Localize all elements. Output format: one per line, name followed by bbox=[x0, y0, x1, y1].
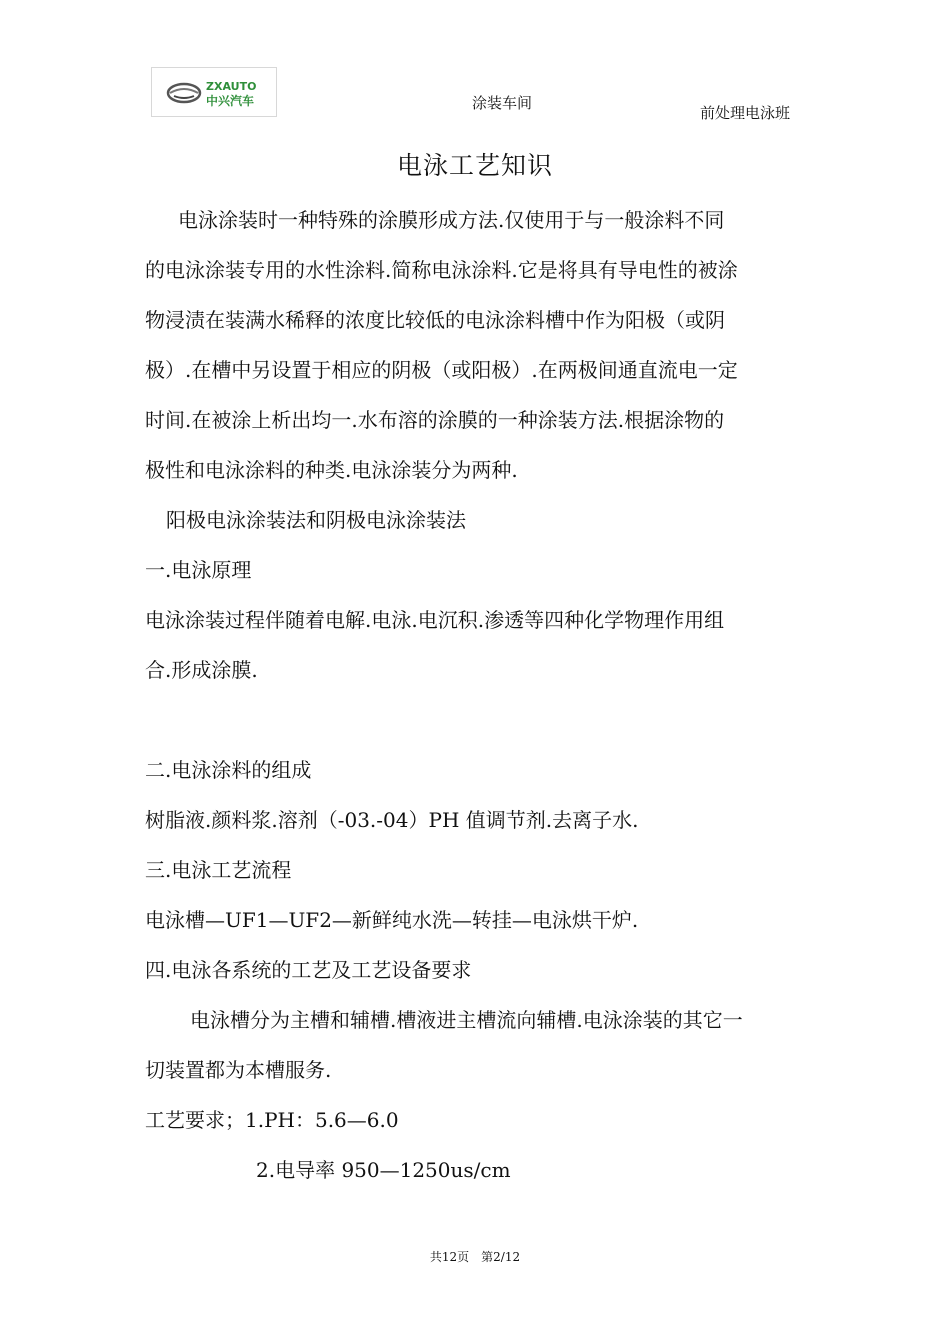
section-heading: 四.电泳各系统的工艺及工艺设备要求 bbox=[145, 958, 472, 982]
paragraph-line: 电泳槽分为主槽和辅槽.槽液进主槽流向辅槽.电泳涂装的其它一 bbox=[190, 1008, 743, 1032]
paragraph-line: 物浸渍在装满水稀释的浓度比较低的电泳涂料槽中作为阳极（或阴 bbox=[145, 308, 725, 332]
document-title: 电泳工艺知识 bbox=[396, 151, 553, 180]
section-heading: 三.电泳工艺流程 bbox=[145, 858, 292, 882]
requirement-line: 2.电导率 950—1250us/cm bbox=[256, 1158, 511, 1182]
company-logo bbox=[151, 67, 277, 117]
paragraph-line: 阳极电泳涂装法和阴极电泳涂装法 bbox=[166, 508, 466, 532]
paragraph-line: 切装置都为本槽服务. bbox=[145, 1058, 332, 1082]
paragraph-line: 电泳涂装过程伴随着电解.电泳.电沉积.渗透等四种化学物理作用组 bbox=[145, 608, 725, 632]
paragraph-line: 树脂液.颜料浆.溶剂（-03.-04）PH 值调节剂.去离子水. bbox=[145, 808, 639, 832]
section-heading: 一.电泳原理 bbox=[145, 558, 252, 582]
paragraph-line: 极）.在槽中另设置于相应的阴极（或阳极）.在两极间通直流电一定 bbox=[145, 358, 738, 382]
logo-text-cn: 中兴汽车 bbox=[206, 94, 255, 108]
paragraph-line: 的电泳涂装专用的水性涂料.简称电泳涂料.它是将具有导电性的被涂 bbox=[145, 258, 738, 282]
paragraph-line: 电泳涂装时一种特殊的涂膜形成方法.仅使用于与一般涂料不同 bbox=[178, 208, 725, 232]
logo-text-en: ZXAUTO bbox=[206, 80, 257, 93]
requirement-line: 工艺要求；1.PH：5.6—6.0 bbox=[145, 1108, 399, 1132]
paragraph-line: 合.形成涂膜. bbox=[145, 658, 258, 682]
page-footer: 共12页 第2/12 bbox=[429, 1250, 521, 1264]
header-workshop: 涂装车间 bbox=[472, 94, 533, 112]
paragraph-line: 时间.在被涂上析出均一.水布溶的涂膜的一种涂装方法.根据涂物的 bbox=[145, 408, 725, 432]
paragraph-line: 极性和电泳涂料的种类.电泳涂装分为两种. bbox=[145, 458, 518, 482]
header-team: 前处理电泳班 bbox=[700, 104, 791, 122]
logo-emblem-icon bbox=[166, 80, 202, 106]
section-heading: 二.电泳涂料的组成 bbox=[145, 758, 312, 782]
paragraph-line: 电泳槽—UF1—UF2—新鲜纯水洗—转挂—电泳烘干炉. bbox=[145, 908, 639, 932]
